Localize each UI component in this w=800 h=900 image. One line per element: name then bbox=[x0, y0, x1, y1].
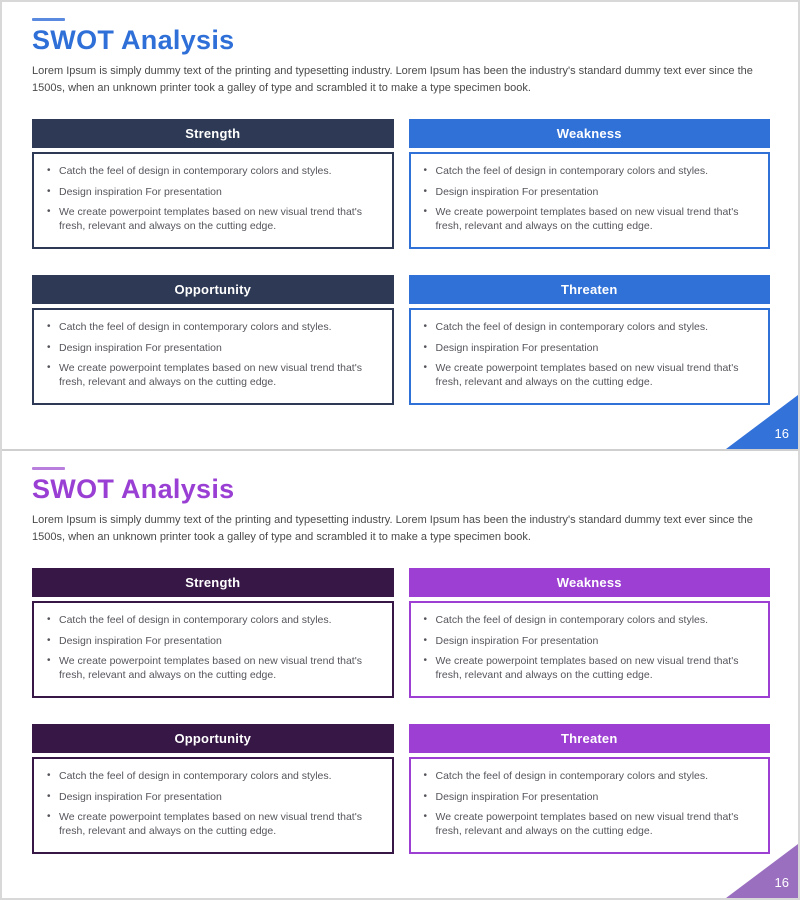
quadrant-threaten bbox=[409, 275, 771, 405]
intro-text: Lorem Ipsum is simply dummy text of the printing and typesetting industry. Lorem Ipsum has been the industry's standard dummy text ever since the 1500s, when an unknown printer took a galley of type and scrambled it to make a type specimen book. bbox=[32, 514, 753, 543]
quadrant-body-weakness bbox=[409, 601, 771, 698]
bullet-item: • Design inspiration For presentation bbox=[421, 186, 759, 200]
quadrant-weakness bbox=[409, 119, 771, 249]
slide-title: SWOT Analysis bbox=[32, 25, 235, 55]
quadrant-weakness bbox=[409, 568, 771, 698]
title-accent-line bbox=[32, 467, 65, 470]
quadrant-opportunity bbox=[32, 724, 394, 854]
bullet-item: • Design inspiration For presentation bbox=[421, 342, 759, 356]
bullet-item: • Catch the feel of design in contemporary colors and styles. bbox=[421, 321, 759, 335]
bullet-item: • We create powerpoint templates based on new visual trend that's fresh, relevant and always on the cutting edge. bbox=[421, 655, 759, 682]
swot-grid bbox=[32, 568, 770, 854]
bullet-item: • We create powerpoint templates based on new visual trend that's fresh, relevant and always on the cutting edge. bbox=[44, 655, 382, 682]
bullet-list bbox=[44, 770, 382, 839]
quadrant-opportunity bbox=[32, 275, 394, 405]
slide-purple bbox=[2, 451, 798, 898]
quadrant-header-weakness: Weakness bbox=[409, 119, 771, 148]
bullet-list bbox=[421, 614, 759, 683]
bullet-item: • We create powerpoint templates based on new visual trend that's fresh, relevant and always on the cutting edge. bbox=[44, 362, 382, 389]
quadrant-header-threaten: Threaten bbox=[409, 724, 771, 753]
quadrant-header-opportunity: Opportunity bbox=[32, 724, 394, 753]
quadrant-body-threaten bbox=[409, 757, 771, 854]
bullet-list bbox=[44, 614, 382, 683]
bullet-item: • We create powerpoint templates based on new visual trend that's fresh, relevant and always on the cutting edge. bbox=[421, 362, 759, 389]
bullet-item: • Catch the feel of design in contemporary colors and styles. bbox=[44, 321, 382, 335]
bullet-item: • Catch the feel of design in contemporary colors and styles. bbox=[44, 165, 382, 179]
quadrant-body-threaten bbox=[409, 308, 771, 405]
bullet-item: • We create powerpoint templates based on new visual trend that's fresh, relevant and always on the cutting edge. bbox=[421, 811, 759, 838]
quadrant-body-opportunity bbox=[32, 308, 394, 405]
bullet-list bbox=[44, 165, 382, 234]
bullet-item: • Design inspiration For presentation bbox=[44, 186, 382, 200]
bullet-item: • Catch the feel of design in contemporary colors and styles. bbox=[44, 770, 382, 784]
quadrant-strength bbox=[32, 568, 394, 698]
quadrant-body-strength bbox=[32, 152, 394, 249]
bullet-item: • Design inspiration For presentation bbox=[421, 791, 759, 805]
quadrant-body-weakness bbox=[409, 152, 771, 249]
slide-title: SWOT Analysis bbox=[32, 474, 235, 504]
bullet-list bbox=[44, 321, 382, 390]
bullet-item: • We create powerpoint templates based on new visual trend that's fresh, relevant and always on the cutting edge. bbox=[44, 206, 382, 233]
quadrant-header-strength: Strength bbox=[32, 568, 394, 597]
bullet-list bbox=[421, 770, 759, 839]
bullet-item: • Design inspiration For presentation bbox=[421, 635, 759, 649]
swot-grid bbox=[32, 119, 770, 405]
intro-text: Lorem Ipsum is simply dummy text of the printing and typesetting industry. Lorem Ipsum has been the industry's standard dummy text ever since the 1500s, when an unknown printer took a galley of type and scrambled it to make a type specimen book. bbox=[32, 65, 753, 94]
bullet-list bbox=[421, 165, 759, 234]
slide-blue bbox=[2, 2, 798, 449]
bullet-item: • Catch the feel of design in contemporary colors and styles. bbox=[421, 614, 759, 628]
quadrant-header-strength: Strength bbox=[32, 119, 394, 148]
quadrant-body-strength bbox=[32, 601, 394, 698]
bullet-item: • Design inspiration For presentation bbox=[44, 342, 382, 356]
quadrant-header-opportunity: Opportunity bbox=[32, 275, 394, 304]
quadrant-header-weakness: Weakness bbox=[409, 568, 771, 597]
quadrant-strength bbox=[32, 119, 394, 249]
bullet-item: • Design inspiration For presentation bbox=[44, 791, 382, 805]
quadrant-threaten bbox=[409, 724, 771, 854]
quadrant-header-threaten: Threaten bbox=[409, 275, 771, 304]
page-number: 16 bbox=[774, 426, 789, 441]
bullet-list bbox=[421, 321, 759, 390]
bullet-item: • We create powerpoint templates based on new visual trend that's fresh, relevant and always on the cutting edge. bbox=[421, 206, 759, 233]
quadrant-body-opportunity bbox=[32, 757, 394, 854]
page-number: 16 bbox=[774, 875, 789, 890]
bullet-item: • Catch the feel of design in contemporary colors and styles. bbox=[421, 770, 759, 784]
title-accent-line bbox=[32, 18, 65, 21]
bullet-item: • We create powerpoint templates based on new visual trend that's fresh, relevant and always on the cutting edge. bbox=[44, 811, 382, 838]
bullet-item: • Catch the feel of design in contemporary colors and styles. bbox=[421, 165, 759, 179]
bullet-item: • Design inspiration For presentation bbox=[44, 635, 382, 649]
bullet-item: • Catch the feel of design in contemporary colors and styles. bbox=[44, 614, 382, 628]
